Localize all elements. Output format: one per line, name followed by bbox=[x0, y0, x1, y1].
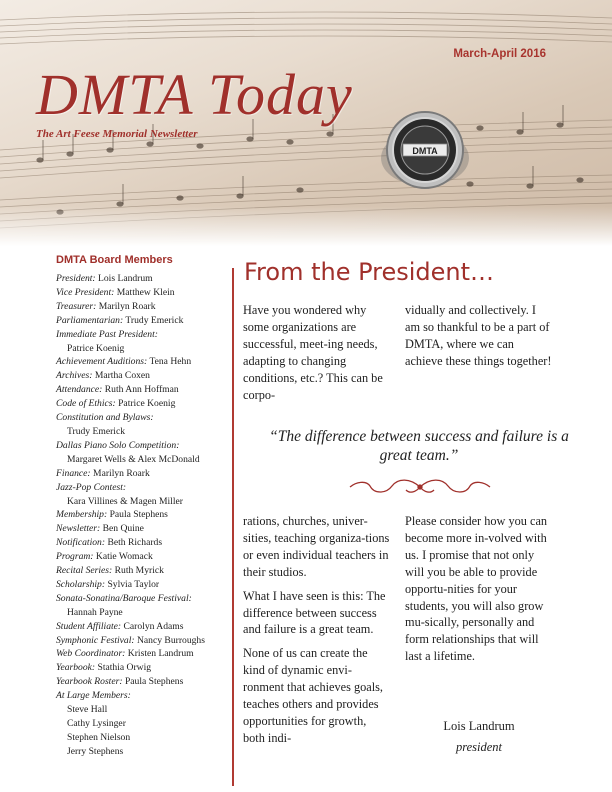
board-member-role: Dallas Piano Solo Competition: bbox=[56, 439, 180, 451]
paragraph: Please consider how you can become more in-volved with us. I promise that not only will you be able to provide opportu-nities for your students, you will also grow mu-sically, personally and form relationships that will last a lifetime. bbox=[405, 514, 548, 664]
board-member-name: Nancy Burroughs bbox=[137, 634, 205, 646]
board-member-name: Tena Hehn bbox=[149, 356, 192, 368]
board-member-name: Ben Quine bbox=[102, 523, 144, 535]
board-member-item bbox=[56, 592, 232, 606]
board-member-name: Patrice Koenig bbox=[67, 342, 125, 354]
board-member-name: Stathia Orwig bbox=[97, 662, 152, 674]
board-member-role: Code of Ethics: bbox=[56, 398, 116, 410]
board-member-role: At Large Members: bbox=[56, 690, 131, 702]
paragraph: What I have seen is this: The difference between success and failure is a great team. bbox=[243, 588, 386, 637]
board-member-name: Paula Stephens bbox=[109, 509, 168, 521]
board-member-role: President: bbox=[56, 273, 96, 284]
pull-quote: “The difference between success and failure is a great team.” bbox=[269, 428, 569, 464]
board-member-role: Newsletter: bbox=[56, 523, 101, 535]
board-member-role: Jazz-Pop Contest: bbox=[56, 481, 127, 493]
board-member-item bbox=[56, 397, 232, 411]
board-member-name: Margaret Wells & Alex McDonald bbox=[67, 453, 200, 465]
board-member-item bbox=[56, 286, 232, 300]
board-member-item bbox=[56, 328, 232, 342]
board-member-name: Sylvia Taylor bbox=[107, 578, 160, 590]
board-member-item bbox=[56, 606, 232, 620]
board-member-item bbox=[56, 453, 232, 467]
board-member-name: Ruth Myrick bbox=[114, 565, 164, 577]
board-member-role: Yearbook Roster: bbox=[56, 676, 123, 688]
board-member-name: Lois Landrum bbox=[98, 273, 153, 284]
board-member-item bbox=[56, 369, 232, 383]
board-member-name: Martha Coxen bbox=[94, 370, 150, 382]
board-member-role: Program: bbox=[56, 551, 94, 563]
board-member-item bbox=[56, 661, 232, 675]
board-member-item bbox=[56, 717, 232, 731]
masthead-title: DMTA Today bbox=[36, 62, 353, 127]
header-banner bbox=[0, 0, 612, 246]
board-member-name: Katie Womack bbox=[95, 551, 153, 563]
board-member-role: Finance: bbox=[56, 467, 91, 479]
board-member-role: Sonata-Sonatina/Baroque Festival: bbox=[56, 592, 192, 604]
board-member-role: Archives: bbox=[56, 370, 93, 382]
board-member-role: Scholarship: bbox=[56, 578, 106, 590]
board-member-name: Paula Stephens bbox=[124, 676, 184, 688]
masthead-tagline: The Art Feese Memorial Newsletter bbox=[36, 128, 198, 140]
board-member-name: Patrice Koenig bbox=[118, 398, 176, 410]
board-member-role: Achievement Auditions: bbox=[56, 356, 148, 368]
board-member-name: Kristen Landrum bbox=[127, 648, 194, 660]
article-title: From the President… bbox=[244, 258, 495, 286]
board-member-name: Trudy Emerick bbox=[67, 425, 126, 437]
board-member-item bbox=[56, 467, 232, 481]
article-column-2-bottom bbox=[405, 513, 553, 672]
board-member-name: Marilyn Roark bbox=[98, 300, 156, 312]
signature-name: Lois Landrum bbox=[443, 719, 515, 733]
board-member-role: Parliamentarian: bbox=[56, 314, 124, 326]
board-members-list bbox=[56, 272, 232, 759]
paragraph: None of us can create the kind of dynamic envi-ronment that achieves goals, teaches others and provides opportunities for growth, both indi- bbox=[243, 646, 384, 745]
board-member-item bbox=[56, 703, 232, 717]
board-member-name: Kara Villines & Magen Miller bbox=[67, 495, 183, 507]
board-member-item bbox=[56, 647, 232, 661]
sidebar-title: DMTA Board Members bbox=[56, 254, 173, 266]
board-member-item bbox=[56, 675, 232, 689]
board-member-item bbox=[56, 536, 232, 550]
board-member-item bbox=[56, 314, 232, 328]
board-member-role: Vice President: bbox=[56, 286, 115, 298]
board-member-role: Recital Series: bbox=[56, 565, 113, 577]
board-member-item bbox=[56, 272, 232, 286]
board-member-item bbox=[56, 300, 232, 314]
board-member-name: Trudy Emerick bbox=[125, 314, 184, 326]
board-member-role: Symphonic Festival: bbox=[56, 634, 135, 646]
article-column-1-top bbox=[243, 302, 391, 410]
board-member-item bbox=[56, 522, 232, 536]
board-member-item bbox=[56, 342, 232, 356]
issue-date: March-April 2016 bbox=[453, 48, 546, 60]
flourish-ornament-icon bbox=[340, 476, 500, 498]
board-member-name: Matthew Klein bbox=[116, 286, 175, 298]
board-member-item bbox=[56, 745, 232, 759]
board-member-item bbox=[56, 620, 232, 634]
dmta-pin-logo bbox=[381, 112, 469, 188]
board-member-item bbox=[56, 689, 232, 703]
board-member-item bbox=[56, 411, 232, 425]
board-member-item bbox=[56, 425, 232, 439]
board-member-item bbox=[56, 508, 232, 522]
signature-title: president bbox=[455, 740, 503, 754]
board-member-name: Stephen Nielson bbox=[67, 731, 131, 743]
board-member-role: Notification: bbox=[56, 537, 106, 549]
board-member-name: Steve Hall bbox=[67, 704, 108, 716]
board-member-role: Constitution and Bylaws: bbox=[56, 412, 154, 424]
board-member-item bbox=[56, 439, 232, 453]
board-member-item bbox=[56, 731, 232, 745]
board-member-item bbox=[56, 481, 232, 495]
board-member-role: Membership: bbox=[56, 509, 108, 521]
board-member-role: Yearbook: bbox=[56, 662, 96, 674]
board-member-name: Cathy Lysinger bbox=[67, 718, 126, 729]
board-member-role: Attendance: bbox=[56, 384, 103, 396]
article-column-2-top bbox=[405, 302, 553, 377]
board-member-item bbox=[56, 634, 232, 648]
header-fade bbox=[0, 206, 612, 246]
paragraph: Have you wondered why some organizations are successful, meet-ing needs, adapting to changing conditions, etc.? This can be corpo- bbox=[243, 303, 383, 402]
board-member-role: Treasurer: bbox=[56, 300, 97, 312]
board-member-name: Hannah Payne bbox=[67, 606, 123, 618]
board-member-name: Beth Richards bbox=[107, 537, 163, 549]
board-member-item bbox=[56, 355, 232, 369]
board-member-name: Marilyn Roark bbox=[93, 467, 150, 479]
board-member-item bbox=[56, 564, 232, 578]
board-member-item bbox=[56, 550, 232, 564]
board-member-name: Carolyn Adams bbox=[123, 620, 184, 632]
paragraph: rations, churches, univer-sities, teaching organiza-tions or even individual teachers in their studios. bbox=[243, 514, 390, 579]
board-member-role: Immediate Past President: bbox=[56, 328, 158, 340]
board-member-item bbox=[56, 578, 232, 592]
column-divider bbox=[232, 268, 234, 786]
board-member-name: Ruth Ann Hoffman bbox=[104, 384, 179, 396]
board-member-name: Jerry Stephens bbox=[67, 745, 124, 757]
board-member-role: Web Coordinator: bbox=[56, 648, 126, 660]
board-member-role: Student Affiliate: bbox=[56, 620, 122, 632]
board-member-item bbox=[56, 495, 232, 509]
paragraph: vidually and collectively. I am so thankful to be a part of DMTA, where we can achieve these things together! bbox=[405, 303, 552, 368]
pin-label: DMTA bbox=[412, 146, 438, 156]
board-members-sidebar bbox=[56, 254, 232, 759]
board-member-item bbox=[56, 383, 232, 397]
article-column-1-bottom bbox=[243, 513, 391, 754]
